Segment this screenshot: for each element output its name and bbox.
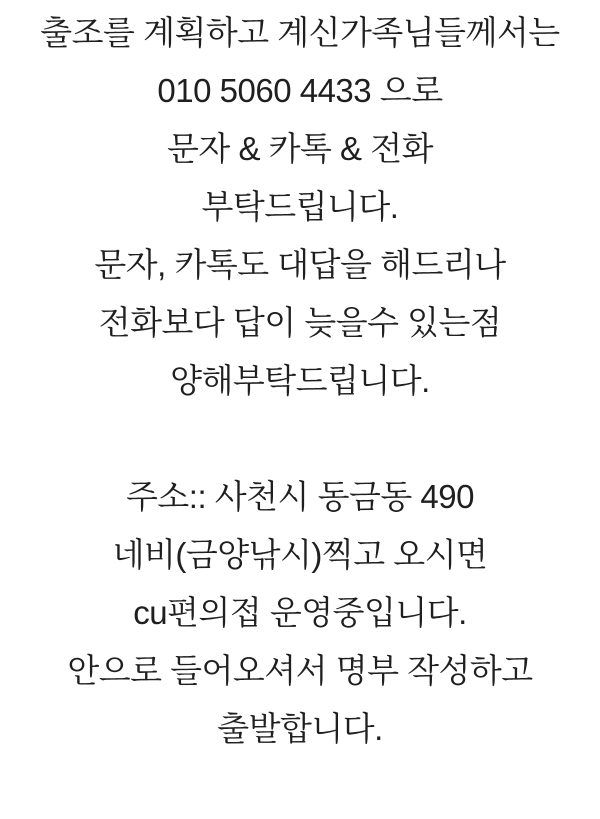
- notice-line: 출조를 계획하고 계신가족님들께서는: [40, 14, 560, 51]
- notice-line: 부탁드립니다.: [201, 188, 399, 225]
- notice-line: 문자, 카톡도 대답을 해드리나: [94, 246, 506, 283]
- contact-info-section: [0, 4, 600, 410]
- address-line: 출발합니다.: [217, 710, 383, 747]
- address-section: [0, 468, 600, 758]
- notice-body: [0, 4, 600, 758]
- notice-line: 양해부탁드립니다.: [170, 362, 430, 399]
- address-line: 네비(금양낚시)찍고 오시면: [112, 536, 488, 573]
- notice-line: 문자 & 카톡 & 전화: [167, 130, 433, 167]
- address-line: 주소:: 사천시 동금동 490: [126, 478, 474, 515]
- paragraph-spacer: [0, 410, 600, 468]
- address-line: 안으로 들어오셔서 명부 작성하고: [67, 652, 533, 689]
- address-line: cu편의접 운영중입니다.: [133, 594, 467, 631]
- notice-line: 전화보다 답이 늦을수 있는점: [98, 304, 502, 341]
- phone-number-line: 010 5060 4433 으로: [157, 72, 443, 109]
